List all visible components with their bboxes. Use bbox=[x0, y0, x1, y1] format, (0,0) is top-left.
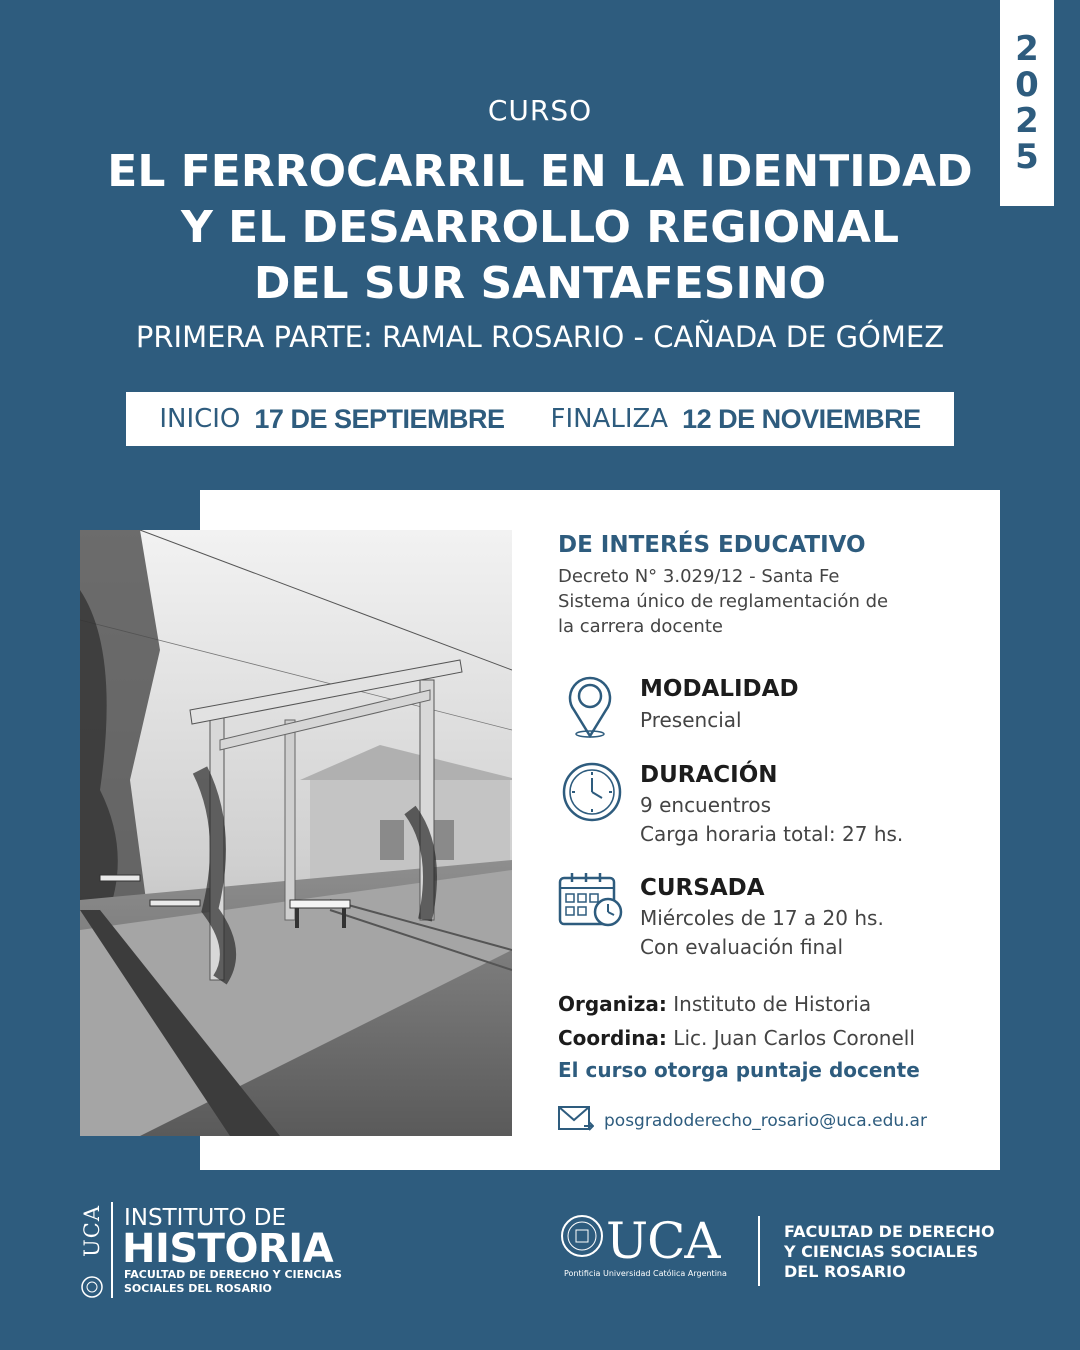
interes-title: DE INTERÉS EDUCATIVO bbox=[558, 532, 866, 558]
puntaje-note: El curso otorga puntaje docente bbox=[558, 1058, 920, 1082]
start-date: 17 DE SEPTIEMBRE bbox=[254, 403, 505, 434]
end-label: FINALIZA bbox=[550, 404, 669, 434]
footer-divider bbox=[111, 1202, 113, 1298]
feature-text-modalidad bbox=[640, 706, 742, 735]
instituto-label: INSTITUTO DE bbox=[124, 1205, 287, 1231]
feature-line: 9 encuentros bbox=[640, 793, 771, 817]
course-title-line: DEL SUR SANTAFESINO bbox=[253, 258, 827, 309]
interes-line: Decreto N° 3.029/12 - Santa Fe bbox=[558, 566, 840, 587]
footer-divider bbox=[758, 1216, 760, 1286]
organiza-line bbox=[558, 992, 871, 1016]
feature-title-cursada: CURSADA bbox=[640, 875, 765, 901]
feature-line: Carga horaria total: 27 hs. bbox=[640, 822, 904, 846]
dates-bar bbox=[126, 392, 954, 446]
instituto-faculty bbox=[124, 1268, 342, 1296]
year-digit: 5 bbox=[1015, 137, 1039, 177]
course-title bbox=[0, 144, 1080, 312]
organiza-label: Organiza: bbox=[558, 992, 667, 1016]
feature-text-duracion bbox=[640, 791, 903, 849]
end-date: 12 DE NOVIEMBRE bbox=[682, 403, 921, 434]
feature-title-duracion: DURACIÓN bbox=[640, 762, 778, 788]
start-label: INICIO bbox=[159, 404, 241, 434]
coordina-line bbox=[558, 1026, 915, 1050]
organiza-value: Instituto de Historia bbox=[673, 992, 872, 1016]
coordina-label: Coordina: bbox=[558, 1026, 667, 1050]
feature-text-cursada bbox=[640, 904, 884, 962]
feature-line: Presencial bbox=[640, 708, 742, 732]
faculty-name-line: Y CIENCIAS SOCIALES bbox=[784, 1242, 979, 1261]
interes-line: la carrera docente bbox=[558, 616, 723, 637]
year-digit: 2 bbox=[1015, 101, 1039, 141]
uca-vertical-text: UCA bbox=[80, 1205, 104, 1257]
contact-email-link[interactable]: posgradoderecho_rosario@uca.edu.ar bbox=[604, 1111, 927, 1131]
uca-seal-icon bbox=[560, 1214, 604, 1262]
course-title-line: EL FERROCARRIL EN LA IDENTIDAD bbox=[107, 146, 973, 197]
course-kicker: CURSO bbox=[487, 94, 593, 127]
feature-line: Con evaluación final bbox=[640, 935, 844, 959]
coordina-value: Lic. Juan Carlos Coronell bbox=[673, 1026, 915, 1050]
interes-line: Sistema único de reglamentación de bbox=[558, 591, 889, 612]
calendar-icon bbox=[558, 870, 624, 934]
location-pin-icon bbox=[568, 672, 612, 742]
instituto-faculty-line: SOCIALES DEL ROSARIO bbox=[124, 1282, 272, 1295]
railway-station-photo bbox=[80, 530, 512, 1136]
envelope-icon bbox=[558, 1106, 594, 1137]
historia-label: HISTORIA bbox=[122, 1226, 334, 1272]
uca-logo-subtitle: Pontificia Universidad Católica Argentina bbox=[564, 1269, 727, 1278]
course-subtitle: PRIMERA PARTE: RAMAL ROSARIO - CAÑADA DE GÓMEZ bbox=[135, 320, 945, 354]
instituto-faculty-line: FACULTAD DE DERECHO Y CIENCIAS bbox=[124, 1268, 342, 1281]
year-digit: 2 bbox=[1015, 29, 1039, 69]
contact-email-row[interactable] bbox=[558, 1106, 927, 1136]
feature-line: Miércoles de 17 a 20 hs. bbox=[640, 906, 884, 930]
faculty-name-line: DEL ROSARIO bbox=[784, 1262, 906, 1281]
uca-seal-icon bbox=[80, 1275, 104, 1303]
clock-icon bbox=[562, 762, 622, 826]
faculty-name bbox=[784, 1222, 995, 1282]
course-title-line: Y EL DESARROLLO REGIONAL bbox=[180, 202, 900, 253]
year-digit: 0 bbox=[1015, 65, 1039, 105]
uca-logo-word: UCA bbox=[606, 1212, 720, 1270]
interes-description bbox=[558, 564, 958, 639]
feature-title-modalidad: MODALIDAD bbox=[640, 676, 799, 702]
faculty-name-line: FACULTAD DE DERECHO bbox=[784, 1222, 995, 1241]
